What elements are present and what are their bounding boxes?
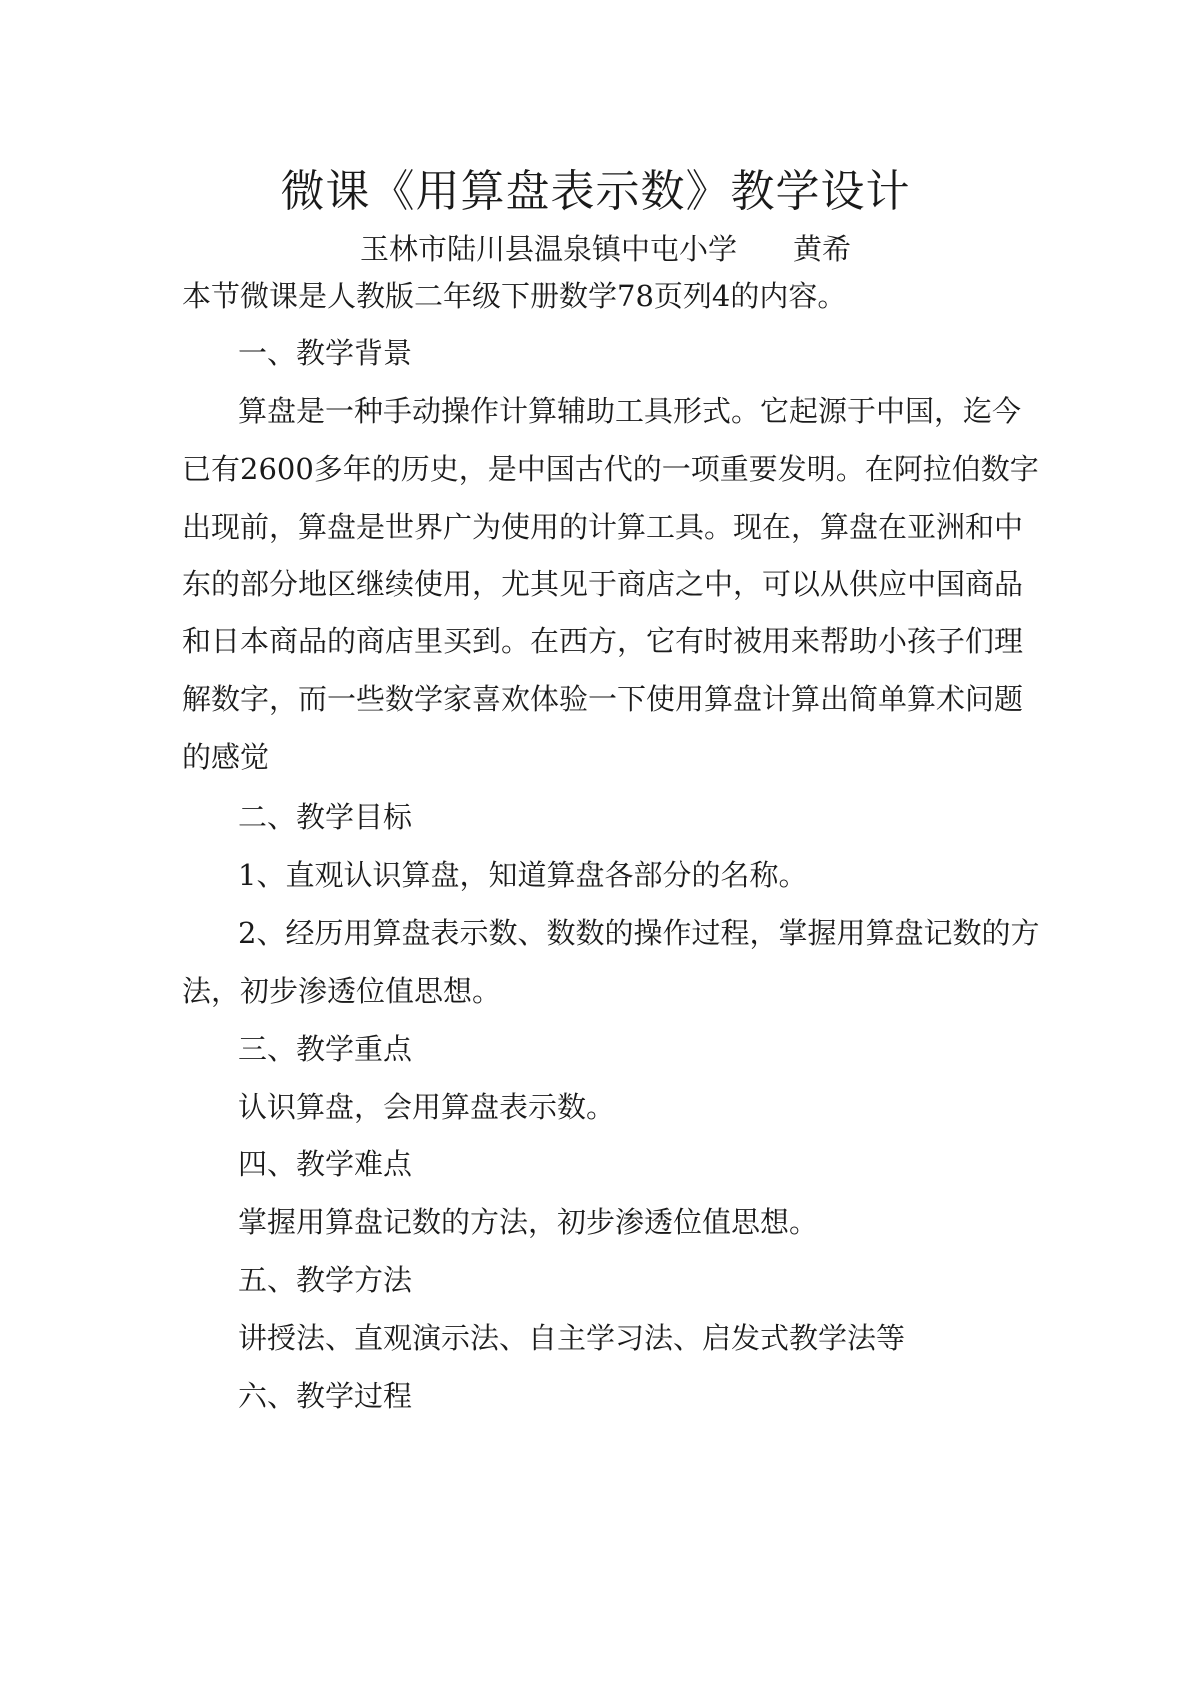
author-school: 玉林市陆川县温泉镇中屯小学 [360, 232, 738, 266]
background-line-6: 解数字，而一些数学家喜欢体验一下使用算盘计算出简单算术问题 [182, 682, 1024, 716]
section-heading-goals: 二、教学目标 [238, 800, 413, 834]
section-heading-background: 一、教学背景 [238, 336, 413, 370]
background-line-1: 算盘是一种手动操作计算辅助工具形式。它起源于中国，迄今 [238, 394, 1022, 428]
background-line-4: 东的部分地区继续使用，尤其见于商店之中，可以从供应中国商品 [182, 567, 1024, 601]
background-line-3: 出现前，算盘是世界广为使用的计算工具。现在，算盘在亚洲和中 [182, 510, 1024, 544]
author-line [360, 228, 851, 270]
section-heading-process: 六、教学过程 [238, 1379, 413, 1413]
background-line-2: 已有2600多年的历史，是中国古代的一项重要发明。在阿拉伯数字 [182, 452, 1039, 486]
section-heading-methods: 五、教学方法 [238, 1263, 413, 1297]
background-line-7: 的感觉 [182, 740, 270, 774]
goal-item-2-line-1: 2、经历用算盘表示数、数数的操作过程，掌握用算盘记数的方 [238, 916, 1040, 950]
difficulties-text: 掌握用算盘记数的方法，初步渗透位值思想。 [238, 1205, 819, 1239]
goal-item-1: 1、直观认识算盘，知道算盘各部分的名称。 [238, 858, 808, 892]
section-heading-difficulties: 四、教学难点 [238, 1147, 413, 1181]
goal-item-2-line-2: 法，初步渗透位值思想。 [182, 974, 502, 1008]
key-points-text: 认识算盘，会用算盘表示数。 [238, 1090, 616, 1124]
intro-paragraph: 本节微课是人教版二年级下册数学78页列4的内容。 [182, 279, 847, 313]
section-heading-key-points: 三、教学重点 [238, 1032, 413, 1066]
document-title: 微课《用算盘表示数》教学设计 [280, 166, 911, 217]
methods-text: 讲授法、直观演示法、自主学习法、启发式教学法等 [238, 1321, 906, 1355]
background-line-5: 和日本商品的商店里买到。在西方，它有时被用来帮助小孩子们理 [182, 624, 1024, 658]
author-name: 黄希 [793, 232, 852, 266]
